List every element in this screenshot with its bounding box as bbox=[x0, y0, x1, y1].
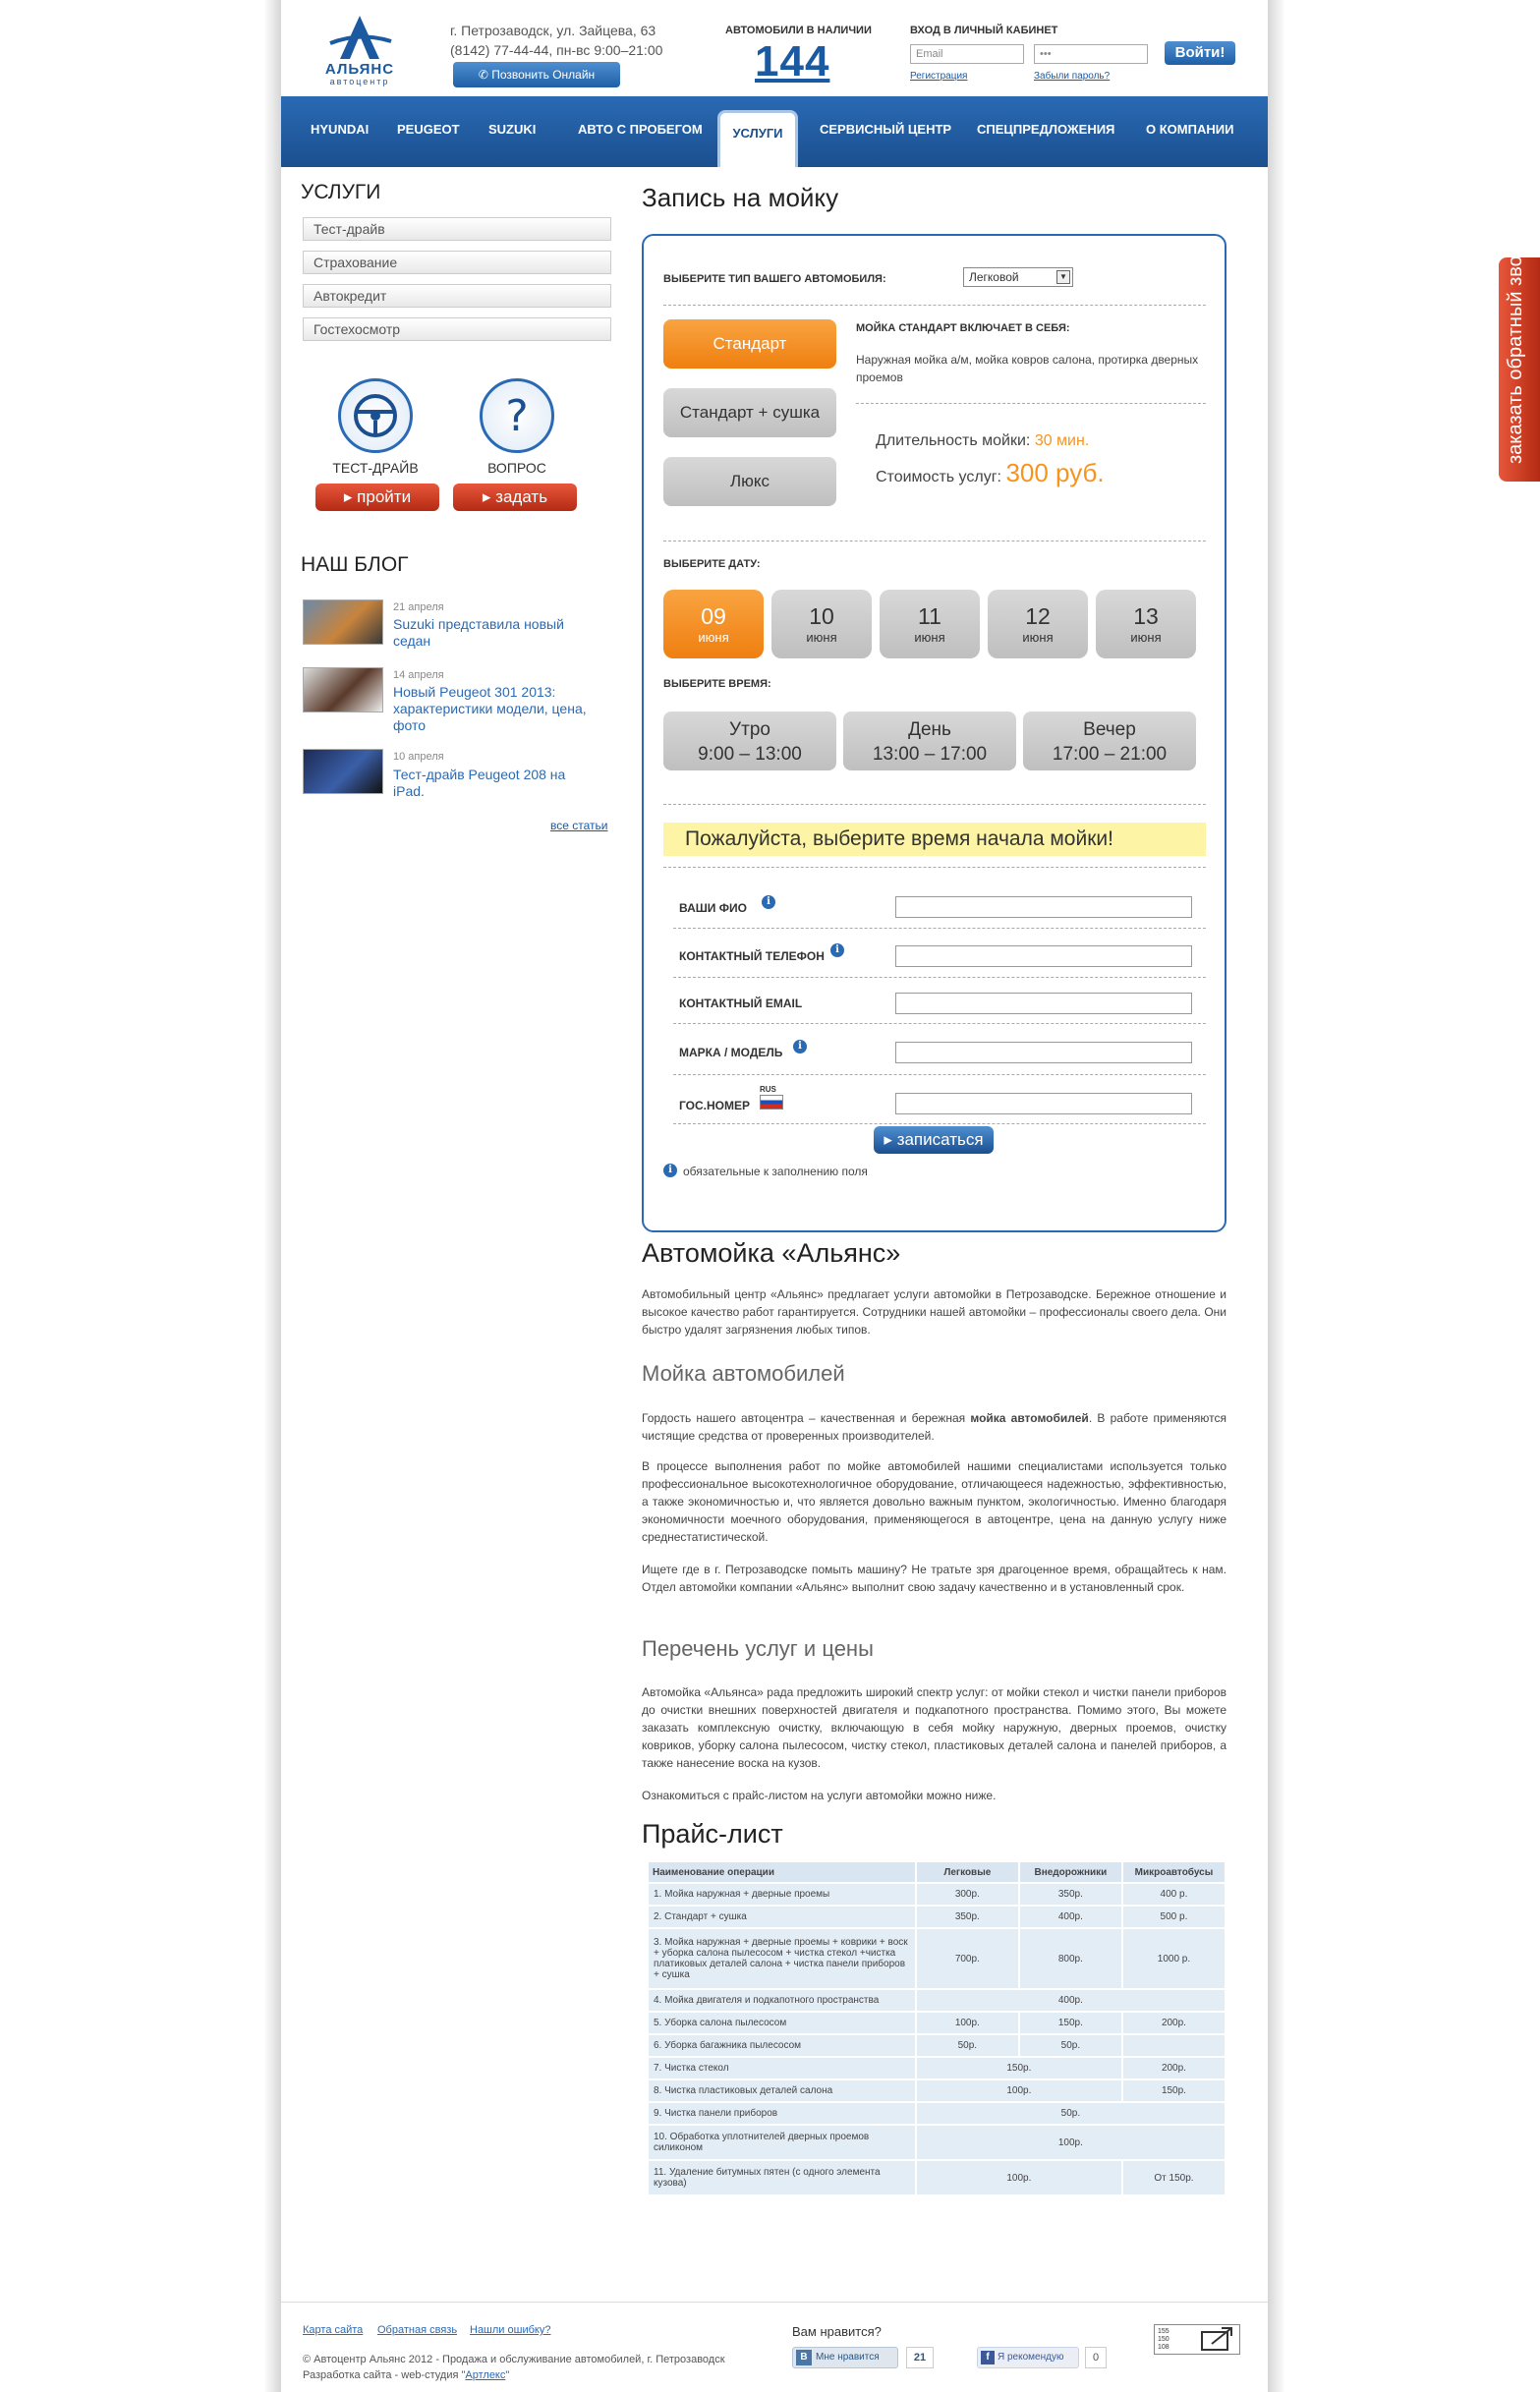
table-cell: 350р. bbox=[1020, 1884, 1121, 1905]
table-cell: 50р. bbox=[917, 2103, 1225, 2124]
phone-icon: ✆ bbox=[478, 68, 492, 82]
table-cell: 100р. bbox=[917, 2161, 1121, 2194]
main-nav bbox=[281, 96, 1268, 167]
table-header: Наименование операции bbox=[649, 1862, 915, 1882]
article-paragraph: Автомойка «Альянса» рада предложить широкий спектр услуг: от мойки стекол и чистки панели приборов до очистки внешних поверхностей двигателя и подкапотного пространства. Помимо этого, Вы можете заказать комплексную очистку, включающую в себя мойку наружную, дверных проемов, очистку ковриков, уборку салона пылесосом, чистку стекол, пластиковых деталей салона и панелей приборов, а также нанесение воска на кузов. bbox=[642, 1685, 1226, 1770]
table-header: Внедорожники bbox=[1020, 1862, 1121, 1882]
blog-title: НАШ БЛОГ bbox=[301, 553, 409, 576]
table-cell: 3. Мойка наружная + дверные проемы + коврики + воск + уборка салона пылесосом + чистка стекол +чистка платиковых деталей салона + чистка панели приборов + сушка bbox=[649, 1929, 915, 1988]
paragraph-text: Гордость нашего автоцентра – качественная и бережная bbox=[642, 1411, 971, 1425]
required-note: обязательные к заполнению поля bbox=[683, 1165, 868, 1178]
service-link-credit[interactable]: Автокредит bbox=[303, 284, 611, 308]
email-input[interactable]: Email bbox=[910, 44, 1024, 64]
divider bbox=[856, 403, 1206, 404]
article-paragraph: Ознакомиться с прайс-листом на услуги автомойки можно ниже. bbox=[642, 1789, 997, 1802]
duration-label: Длительность мойки: bbox=[876, 432, 1031, 449]
developer-credit bbox=[303, 2367, 509, 2384]
vk-label: Мне нравится bbox=[816, 2352, 880, 2363]
table-row bbox=[649, 2103, 1225, 2124]
logo[interactable] bbox=[311, 18, 409, 86]
vk-icon: В bbox=[796, 2350, 812, 2365]
copyright: © Автоцентр Альянс 2012 - Продажа и обслуживание автомобилей, г. Петрозаводск bbox=[303, 2354, 725, 2365]
date-month: июня bbox=[698, 630, 729, 645]
testdrive-button-label: пройти bbox=[357, 487, 412, 506]
divider bbox=[673, 928, 1206, 929]
blog-post-title[interactable]: Тест-драйв Peugeot 208 на iPad. bbox=[393, 767, 566, 799]
table-row bbox=[649, 1929, 1225, 1988]
question-icon bbox=[483, 381, 551, 450]
logo-text: АЛЬЯНС bbox=[324, 61, 395, 78]
nav-item-service-center[interactable]: СЕРВИСНЫЙ ЦЕНТР bbox=[820, 122, 952, 137]
fb-label: Я рекомендую bbox=[998, 2352, 1064, 2363]
date-button[interactable] bbox=[771, 590, 872, 658]
callback-tab-label: заказать обратный звонок bbox=[1505, 225, 1526, 464]
table-cell: 150р. bbox=[1123, 2080, 1225, 2101]
nav-item-about[interactable]: О КОМПАНИИ bbox=[1146, 122, 1234, 137]
table-cell: 7. Чистка стекол bbox=[649, 2058, 915, 2079]
logo-subtitle: автоцентр bbox=[329, 77, 390, 86]
like-question: Вам нравится? bbox=[792, 2324, 882, 2339]
car-type-select[interactable] bbox=[963, 267, 1073, 287]
article-paragraph: Автомобильный центр «Альянс» предлагает услуги автомойки в Петрозаводске. Бережное отношение и высокое качество работ гарантируется. Сотрудники нашей автомойки – профессионалы своего дела. Они быстро удалят загрязнения любых типов. bbox=[642, 1287, 1226, 1337]
includes-title: МОЙКА СТАНДАРТ ВКЛЮЧАЕТ В СЕБЯ: bbox=[856, 322, 1070, 334]
testdrive-label: ТЕСТ-ДРАЙВ bbox=[332, 460, 419, 476]
service-link-inspection[interactable]: Гостехосмотр bbox=[303, 317, 611, 341]
counter-text: 155 150 108 bbox=[1158, 2328, 1169, 2351]
price-label: Стоимость услуг: bbox=[876, 469, 1001, 485]
paragraph-text: . В работе применяются чистящие средства от проверенных производителей. bbox=[642, 1411, 1226, 1443]
info-icon[interactable]: i bbox=[793, 1040, 807, 1054]
divider bbox=[673, 1023, 1206, 1024]
duration-row bbox=[876, 432, 1089, 450]
blog-post-date: 21 апреля bbox=[393, 601, 444, 613]
info-icon[interactable]: i bbox=[762, 895, 775, 909]
table-cell: 500 р. bbox=[1123, 1907, 1225, 1927]
service-link-testdrive[interactable]: Тест-драйв bbox=[303, 217, 611, 241]
phone-input[interactable] bbox=[895, 945, 1192, 967]
table-row bbox=[649, 2126, 1225, 2159]
section-heading: Мойка автомобилей bbox=[642, 1361, 845, 1386]
page bbox=[281, 0, 1268, 2392]
duration-value: 30 мин. bbox=[1034, 432, 1090, 449]
table-row bbox=[649, 1907, 1225, 1927]
nav-item-suzuki[interactable]: SUZUKI bbox=[488, 122, 537, 137]
divider bbox=[673, 977, 1206, 978]
date-day: 13 bbox=[1133, 603, 1159, 629]
table-row bbox=[649, 1990, 1225, 2011]
table-cell: 1000 р. bbox=[1123, 1929, 1225, 1988]
table-cell: 700р. bbox=[917, 1929, 1018, 1988]
table-cell: 10. Обработка уплотнителей дверных проемов силиконом bbox=[649, 2126, 915, 2159]
submit-label: записаться bbox=[896, 1130, 984, 1149]
arrow-icon: ▸ bbox=[343, 487, 358, 506]
time-button[interactable] bbox=[1023, 712, 1196, 770]
question-label: ВОПРОС bbox=[487, 460, 546, 476]
steering-wheel-icon bbox=[341, 381, 410, 450]
table-header-row bbox=[649, 1862, 1225, 1882]
services-title: УСЛУГИ bbox=[301, 181, 381, 203]
table-cell: 150р. bbox=[917, 2058, 1121, 2079]
nav-item-used-cars[interactable]: АВТО С ПРОБЕГОМ bbox=[578, 122, 703, 137]
type-standard-button[interactable]: Стандарт bbox=[663, 319, 836, 369]
call-online-label: Позвонить Онлайн bbox=[491, 68, 596, 82]
nav-item-special-offers[interactable]: СПЕЦПРЕДЛОЖЕНИЯ bbox=[977, 122, 1115, 137]
date-day: 12 bbox=[1025, 603, 1051, 629]
time-range: 13:00 – 17:00 bbox=[872, 744, 988, 765]
time-name: День bbox=[908, 719, 951, 740]
page-title: Запись на мойку bbox=[642, 183, 839, 212]
table-cell: 11. Удаление битумных пятен (с одного элемента кузова) bbox=[649, 2161, 915, 2194]
vk-like-count: 21 bbox=[906, 2347, 934, 2368]
service-link-insurance[interactable]: Страхование bbox=[303, 251, 611, 274]
table-cell: 100р. bbox=[917, 2126, 1225, 2159]
footer-link-report-error[interactable]: Нашли ошибку? bbox=[470, 2324, 551, 2336]
table-cell: 5. Уборка салона пылесосом bbox=[649, 2013, 915, 2033]
register-link[interactable]: Регистрация bbox=[910, 71, 968, 82]
date-button[interactable] bbox=[880, 590, 980, 658]
table-cell: 400 р. bbox=[1123, 1884, 1225, 1905]
blog-post-image[interactable] bbox=[303, 749, 383, 794]
article-paragraph bbox=[642, 1409, 1226, 1445]
footer bbox=[281, 2302, 1268, 2392]
divider bbox=[663, 305, 1206, 306]
footer-link-feedback[interactable]: Обратная связь bbox=[377, 2324, 458, 2336]
article-title: Автомойка «Альянс» bbox=[642, 1238, 901, 1268]
time-name: Вечер bbox=[1083, 719, 1136, 740]
divider bbox=[663, 867, 1206, 868]
table-cell: 2. Стандарт + сушка bbox=[649, 1907, 915, 1927]
testdrive-circle[interactable] bbox=[338, 378, 413, 453]
date-button[interactable] bbox=[988, 590, 1088, 658]
divider bbox=[673, 1123, 1206, 1124]
table-cell: 100р. bbox=[917, 2013, 1018, 2033]
table-cell bbox=[1123, 2035, 1225, 2056]
email-label: КОНТАКТНЫЙ EMAIL bbox=[679, 997, 803, 1010]
nav-item-peugeot[interactable]: PEUGEOT bbox=[397, 122, 460, 137]
price-list-title: Прайс-лист bbox=[642, 1819, 783, 1849]
arrow-out-icon bbox=[1198, 2326, 1237, 2354]
table-row bbox=[649, 2161, 1225, 2194]
info-icon[interactable]: i bbox=[830, 943, 844, 957]
table-cell: 200р. bbox=[1123, 2058, 1225, 2079]
nav-item-services-label: УСЛУГИ bbox=[732, 126, 783, 141]
page-shadow-left bbox=[263, 0, 281, 2392]
blog-post-image[interactable] bbox=[303, 667, 383, 712]
nav-item-services[interactable] bbox=[717, 110, 798, 167]
question-circle[interactable] bbox=[480, 378, 554, 453]
page-shadow-right bbox=[1268, 0, 1285, 2392]
developer-prefix: Разработка сайта - web-студия " bbox=[303, 2369, 466, 2381]
fb-recommend-button[interactable] bbox=[977, 2347, 1079, 2368]
table-row bbox=[649, 2058, 1225, 2079]
car-type-label: ВЫБЕРИТЕ ТИП ВАШЕГО АВТОМОБИЛЯ: bbox=[663, 273, 886, 285]
all-articles-link[interactable]: все статьи bbox=[550, 819, 608, 832]
footer-link-sitemap[interactable]: Карта сайта bbox=[303, 2324, 364, 2336]
date-day: 11 bbox=[918, 603, 941, 629]
table-cell: От 150р. bbox=[1123, 2161, 1225, 2194]
callback-tab[interactable] bbox=[1499, 225, 1540, 482]
table-cell: 200р. bbox=[1123, 2013, 1225, 2033]
date-button[interactable] bbox=[1096, 590, 1196, 658]
price-value: 300 руб. bbox=[1005, 458, 1105, 487]
table-row bbox=[649, 2013, 1225, 2033]
type-standard-dry-button[interactable]: Стандарт + сушка bbox=[663, 388, 836, 437]
blog-post-title[interactable]: Новый Peugeot 301 2013: характеристики модели, цена, фото bbox=[393, 684, 587, 733]
site-counter[interactable] bbox=[1154, 2324, 1240, 2355]
time-button[interactable] bbox=[663, 712, 836, 770]
question-button-label: задать bbox=[495, 487, 548, 506]
table-row bbox=[649, 1884, 1225, 1905]
time-range: 17:00 – 21:00 bbox=[1052, 744, 1168, 765]
contact-info bbox=[450, 21, 662, 60]
price-row bbox=[876, 458, 1105, 488]
stock-count-link[interactable]: 144 bbox=[755, 37, 830, 85]
article-paragraph: Ищете где в г. Петрозаводске помыть машину? Не тратьте зря драгоценное время, обращайтесь к нам. Отдел автомойки компании «Альянс» выполнит свою задачу качественно и в установленный срок. bbox=[642, 1563, 1226, 1594]
phone-hours: (8142) 77-44-44, пн-вс 9:00–21:00 bbox=[450, 42, 663, 58]
time-range: 9:00 – 13:00 bbox=[698, 744, 802, 765]
question-button[interactable] bbox=[453, 484, 577, 511]
includes-text: Наружная мойка а/м, мойка ковров салона, протирка дверных проемов bbox=[856, 353, 1199, 384]
info-icon: i bbox=[663, 1164, 677, 1177]
header bbox=[281, 0, 1268, 96]
arrow-icon: ▸ bbox=[884, 1130, 897, 1149]
model-label: МАРКА / МОДЕЛЬ bbox=[679, 1046, 783, 1059]
table-cell: 6. Уборка багажника пылесосом bbox=[649, 2035, 915, 2056]
table-cell: 4. Мойка двигателя и подкапотного пространства bbox=[649, 1990, 915, 2011]
table-cell: 8. Чистка пластиковых деталей салона bbox=[649, 2080, 915, 2101]
table-header: Микроавтобусы bbox=[1123, 1862, 1225, 1882]
table-header: Легковые bbox=[917, 1862, 1018, 1882]
car-type-value: Легковой bbox=[969, 270, 1019, 284]
developer-suffix: " bbox=[505, 2369, 510, 2381]
blog-post-date: 14 апреля bbox=[393, 669, 444, 681]
time-name: Утро bbox=[729, 719, 770, 740]
address: г. Петрозаводск, ул. Зайцева, 63 bbox=[450, 23, 656, 38]
time-button[interactable] bbox=[843, 712, 1016, 770]
developer-link[interactable]: Артлекс bbox=[465, 2369, 506, 2381]
date-button[interactable] bbox=[663, 590, 764, 658]
date-day: 10 bbox=[809, 603, 834, 629]
submit-button[interactable] bbox=[874, 1126, 994, 1154]
table-cell: 50р. bbox=[917, 2035, 1018, 2056]
time-label: ВЫБЕРИТЕ ВРЕМЯ: bbox=[663, 678, 771, 690]
blog-post-title[interactable]: Suzuki представила новый седан bbox=[393, 616, 564, 649]
price-table bbox=[647, 1860, 1226, 2196]
facebook-icon: f bbox=[981, 2351, 995, 2364]
model-input[interactable] bbox=[895, 1042, 1192, 1063]
russia-flag-icon bbox=[760, 1095, 783, 1110]
testdrive-button[interactable] bbox=[315, 484, 439, 511]
table-cell: 9. Чистка панели приборов bbox=[649, 2103, 915, 2124]
login-button[interactable]: Войти! bbox=[1165, 41, 1235, 65]
flag-label: RUS bbox=[760, 1085, 776, 1094]
date-month: июня bbox=[806, 630, 837, 645]
warning-message: Пожалуйста, выберите время начала мойки! bbox=[663, 823, 1206, 856]
table-cell: 400р. bbox=[1020, 1907, 1121, 1927]
plate-input[interactable] bbox=[895, 1093, 1192, 1114]
fb-recommend-count: 0 bbox=[1085, 2347, 1107, 2368]
booking-panel bbox=[642, 234, 1226, 1232]
table-cell: 350р. bbox=[917, 1907, 1018, 1927]
call-online-button[interactable] bbox=[453, 62, 620, 87]
table-cell: 50р. bbox=[1020, 2035, 1121, 2056]
date-month: июня bbox=[914, 630, 945, 645]
table-cell: 800р. bbox=[1020, 1929, 1121, 1988]
cabinet-label: ВХОД В ЛИЧНЫЙ КАБИНЕТ bbox=[910, 25, 1058, 36]
date-label: ВЫБЕРИТЕ ДАТУ: bbox=[663, 558, 761, 570]
table-cell: 300р. bbox=[917, 1884, 1018, 1905]
section-heading: Перечень услуг и цены bbox=[642, 1636, 874, 1661]
forgot-password-link[interactable]: Забыли пароль? bbox=[1034, 71, 1111, 82]
nav-item-hyundai[interactable]: HYUNDAI bbox=[311, 122, 370, 137]
blog-post-image[interactable] bbox=[303, 599, 383, 645]
password-input[interactable]: ••• bbox=[1034, 44, 1148, 64]
table-row bbox=[649, 2035, 1225, 2056]
vk-like-button[interactable] bbox=[792, 2347, 898, 2368]
phone-label: КОНТАКТНЫЙ ТЕЛЕФОН bbox=[679, 949, 825, 963]
table-row bbox=[649, 2080, 1225, 2101]
blog-post-date: 10 апреля bbox=[393, 751, 444, 763]
fio-label: ВАШИ ФИО bbox=[679, 901, 747, 915]
email-field[interactable] bbox=[895, 993, 1192, 1014]
divider bbox=[663, 804, 1206, 805]
chevron-down-icon: ▼ bbox=[1056, 270, 1070, 284]
table-cell: 100р. bbox=[917, 2080, 1121, 2101]
fio-input[interactable] bbox=[895, 896, 1192, 918]
divider bbox=[673, 1074, 1206, 1075]
table-cell: 400р. bbox=[917, 1990, 1225, 2011]
table-cell: 150р. bbox=[1020, 2013, 1121, 2033]
plate-label: ГОС.НОМЕР bbox=[679, 1099, 750, 1112]
table-cell: 1. Мойка наружная + дверные проемы bbox=[649, 1884, 915, 1905]
svg-text:?: ? bbox=[505, 391, 529, 441]
date-month: июня bbox=[1130, 630, 1162, 645]
stock-label: АВТОМОБИЛИ В НАЛИЧИИ bbox=[725, 25, 872, 36]
date-day: 09 bbox=[701, 603, 726, 629]
paragraph-bold: мойка автомобилей bbox=[970, 1411, 1089, 1425]
article-paragraph: В процессе выполнения работ по мойке автомобилей нашими специалистами используется только профессиональное высокотехнологичное оборудование, отличающееся надежностью, эффективностью, а также экономичностью и, что является довольно важным пунктом, экологичностью. Именно благодаря экономичности моечного оборудования, применяющегося в автоцентре, цена на данную услугу ниже среднестатистической. bbox=[642, 1459, 1226, 1544]
arrow-icon: ▸ bbox=[482, 487, 496, 506]
type-lux-button[interactable]: Люкс bbox=[663, 457, 836, 506]
date-month: июня bbox=[1022, 630, 1054, 645]
logo-icon bbox=[311, 14, 409, 63]
